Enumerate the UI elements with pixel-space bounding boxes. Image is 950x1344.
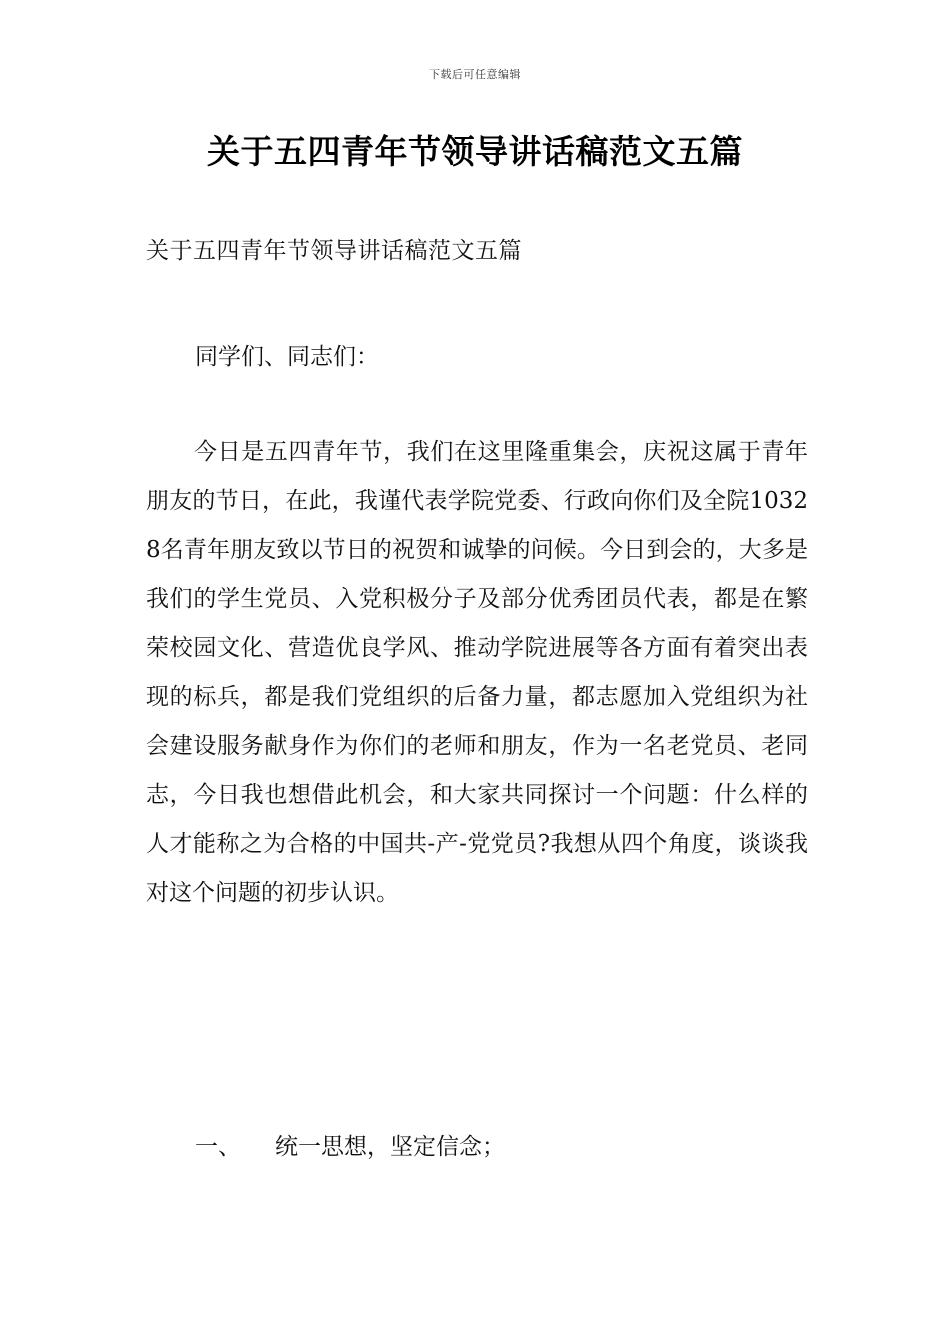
section-heading xyxy=(195,1128,505,1161)
header-note: 下载后可任意编辑 xyxy=(429,68,521,81)
salutation: 同学们、同志们： xyxy=(195,344,379,370)
document-subtitle: 关于五四青年节领导讲话稿范文五篇 xyxy=(146,238,522,264)
section-number: 一、 xyxy=(195,1134,241,1160)
section-text: 统一思想，坚定信念； xyxy=(275,1134,505,1160)
body-paragraph: 今日是五四青年节，我们在这里隆重集会，庆祝这属于青年朋友的节日，在此，我谨代表学院党委、行政向你们及全院10328名青年朋友致以节日的祝贺和诚挚的问候。今日到会的，大多是我们的学生党员、入党积极分子及部分优秀团员代表，都是在繁荣校园文化、营造优良学风、推动学院进展等各方面有着突出表现的标兵，都是我们党组织的后备力量，都志愿加入党组织为社会建设服务献身作为你们的老师和朋友，作为一名老党员、老同志，今日我也想借此机会，和大家共同探讨一个问题：什么样的人才能称之为合格的中国共-产-党党员?我想从四个角度，谈谈我对这个问题的初步认识。 xyxy=(146,439,808,906)
document-title: 关于五四青年节领导讲话稿范文五篇 xyxy=(207,132,743,171)
